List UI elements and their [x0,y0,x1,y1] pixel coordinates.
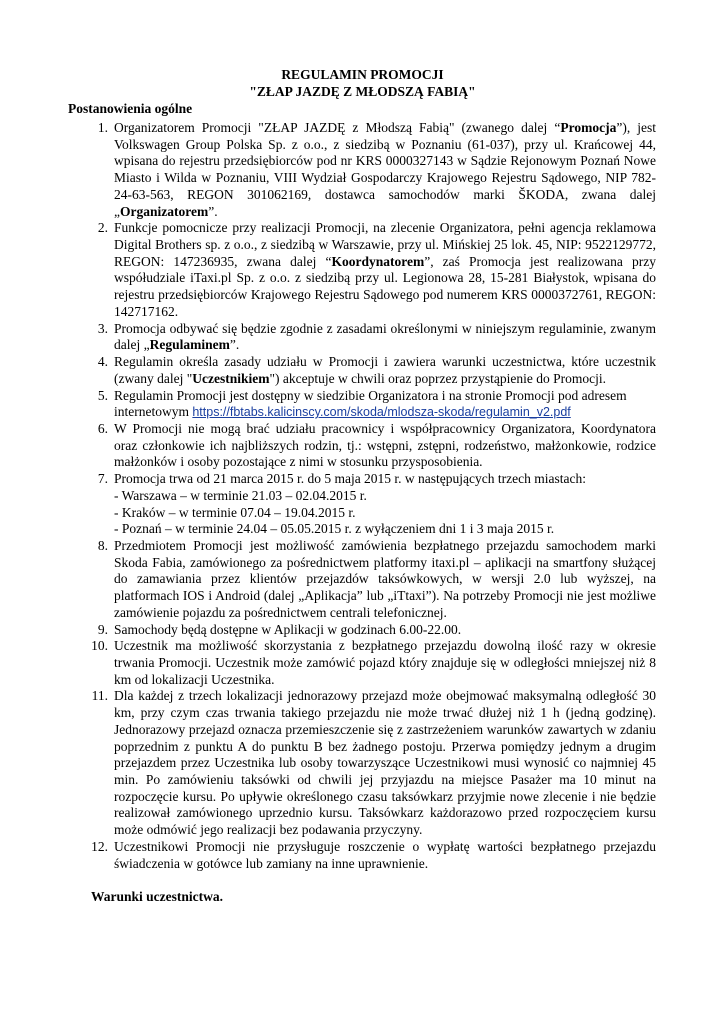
city-krakow: - Kraków – w terminie 07.04 – 19.04.2015 r. [114,504,356,520]
item-number: 4. [97,354,108,370]
item-number: 3. [97,320,108,336]
city-poznan: - Poznań – w terminie 24.04 – 05.05.2015 r. z wyłączeniem dni 1 i 3 maja 2015 r. [114,521,555,537]
regulations-link[interactable]: https://fbtabs.kalicinscy.com/skoda/mlodsza-skoda/regulamin_v2.pdf [192,405,571,420]
item-text: Samochody będą dostępne w Aplikacji w godzinach 6.00-22.00. [114,621,462,637]
term-koordynator: Koordynatorem [331,253,425,269]
item-number: 6. [97,420,108,436]
list-item-9 [86,622,656,639]
list-item-1: 1. Organizatorem Promocji "ZŁAP JAZDĘ z Młodszą Fabią" (zwanego dalej “Promocja”), jest Volkswagen Group Polska Sp. z o.o., z siedzibą w Poznaniu (61-037), przy ul. Krańcowej 44, wpisana do rejestru przedsiębiorców pod nr KRS 0000327143 w Sądzie Rejonowym Poznań Nowe Miasto i Wilda w Poznaniu, VIII Wydział Gospodarczy Krajowego Rejestru Sądowego, NIP 782-24-63-563, REGON 301062169, dostawca samochodów marki ŠKODA, zwana dalej „Organizatorem”. [86,120,656,220]
item-text: Promocja trwa od 21 marca 2015 r. do 5 maja 2015 r. w następujących trzech miastach: [114,471,586,487]
item-text: Organizatorem Promocji "ZŁAP JAZDĘ z Młodszą Fabią" (zwanego dalej “ [114,120,561,135]
list-item-8 [86,538,656,622]
item-text: Uczestnik ma możliwość skorzystania z bezpłatnego przejazdu dowolną ilość razy w okresie trwania Promocji. Uczestnik może zamówić pojazd który znajduje się w odległości mniejszej niż 8 km od lokalizacji Uczestnika. [114,638,656,687]
item-number: 9. [97,621,108,637]
term-uczestnik: Uczestnikiem [192,370,270,386]
document-title [0,66,725,100]
list-item-7 [86,471,656,538]
item-number: 8. [97,537,108,553]
term-promocja: Promocja [560,120,617,135]
list-item-6 [86,421,656,471]
title-line-2: "ZŁAP JAZDĘ Z MŁODSZĄ FABIĄ" [249,84,476,99]
item-number: 1. [97,120,108,135]
list-item-5 [86,388,656,421]
regulations-list [86,120,656,872]
item-text: Promocja odbywać się będzie zgodnie z zasadami określonymi w niniejszym regulaminie, zwanym dalej „ [114,320,656,353]
list-item-11 [86,688,656,838]
item-number: 2. [97,220,108,236]
item-number: 11. [91,688,108,704]
item-text: Regulamin Promocji jest dostępny w siedzibie Organizatora i na stronie Promocji pod adresem internetowym [114,387,627,420]
list-item-4: 4. Regulamin określa zasady udziału w Promocji i zawiera warunki uczestnictwa, które uczestnik (zwany dalej "Uczestnikiem") akceptuje w chwili oraz poprzez przystąpienie do Promocji. [86,354,656,387]
city-warszawa: - Warszawa – w terminie 21.03 – 02.04.2015 r. [114,487,367,503]
section-heading-general: Postanowienia ogólne [68,101,193,116]
item-text: Funkcje pomocnicze przy realizacji Promocji, na zlecenie Organizatora, pełni agencja reklamowa Digital Brothers sp. z o.o., z siedzibą w Warszawie, przy ul. Mińskiej 25 lok. 45, NIP: 9522129772, REGON: 147236935, zwana dalej “ [114,220,656,269]
item-text: W Promocji nie mogą brać udziału pracownicy i współpracownicy Organizatora, Koordynatora oraz członkowie ich najbliższych rodzin, tj.: wstępni, zstępni, rodzeństwo, małżonkowie, rodzice małżonków i osoby pozostające z nimi w stosunku przysposobienia. [114,420,656,470]
term-organizator: Organizatorem [120,203,209,219]
item-text: Regulamin określa zasady udziału w Promocji i zawiera warunki uczestnictwa, które uczestnik (zwany dalej " [114,354,656,386]
list-item-3: 3. Promocja odbywać się będzie zgodnie z zasadami określonymi w niniejszym regulaminie, zwanym dalej „Regulaminem”. [86,321,656,354]
item-number: 5. [97,387,108,403]
list-item-2: 2. Funkcje pomocnicze przy realizacji Promocji, na zlecenie Organizatora, pełni agencja reklamowa Digital Brothers sp. z o.o., z siedzibą w Warszawie, przy ul. Mińskiej 25 lok. 45, NIP: 9522129772, REGON: 147236935, zwana dalej “Koordynatorem”, zaś Promocja jest realizowana przy współudziale iTaxi.pl Sp. z o.o. z siedzibą przy ul. Legionowa 28, 15-281 Białystok, wpisana do rejestru przedsiębiorców Krajowego Rejestru Sądowego pod numerem KRS 0000372761, REGON: 142717162. [86,220,656,320]
item-text: Uczestnikowi Promocji nie przysługuje roszczenie o wypłatę wartości bezpłatnego przejazdu świadczenia w gotówce lub zamiany na inne uprawnienie. [114,838,656,871]
item-number: 12. [91,838,108,854]
item-text: Przedmiotem Promocji jest możliwość zamówienia bezpłatnego przejazdu samochodem marki Skoda Fabia, zamówionego za pośrednictwem platformy itaxi.pl – aplikacji na smartfony służącej do zamawiania przez klientów przejazdów taksówkowych, w wersji 2.0 lub wyższej, na platformach IOS i Android (dalej „Aplikacja” lub „iTtaxi”). Na potrzeby Promocji nie jest możliwe zamówienie pojazdu za pośrednictwem centrali telefonicznej. [114,537,656,620]
section-heading-conditions: Warunki uczestnictwa. [91,889,224,904]
list-item-10 [86,638,656,688]
term-regulamin: Regulaminem [149,337,230,353]
item-number: 7. [97,471,108,487]
list-item-12 [86,839,656,872]
title-line-1: REGULAMIN PROMOCJI [281,67,444,82]
item-text: Dla każdej z trzech lokalizacji jednorazowy przejazd może obejmować maksymalną odległość 30 km, przy czym czas trwania takiego przejazdu nie może trwać dłużej niż 1 h (jedną godzinę). Jednorazowy przejazd oznacza przemieszczenie się z zastrzeżeniem warunków zawartych w zdaniu poprzednim z punktu A do punktu B bez żadnego postoju. Przerwa pomiędzy jednym a drugim przejazdem przez Uczestnika lub osoby towarzyszące Uczestnikowi musi wynosić co najmniej 45 min. Po zamówieniu taksówki od chwili jej przyjazdu na miejsce Pasażer ma 10 minut na rozpoczęcie kursu. Po upływie określonego czasu taksówkarz przyjmie nowe zlecenie i nie będzie realizował zamówionego uprzednio kursu. Taksówkarz każdorazowo przed rozpoczęciem kursu może odmówić jego realizacji bez podawania przyczyny. [114,688,656,838]
item-number: 10. [91,638,108,654]
